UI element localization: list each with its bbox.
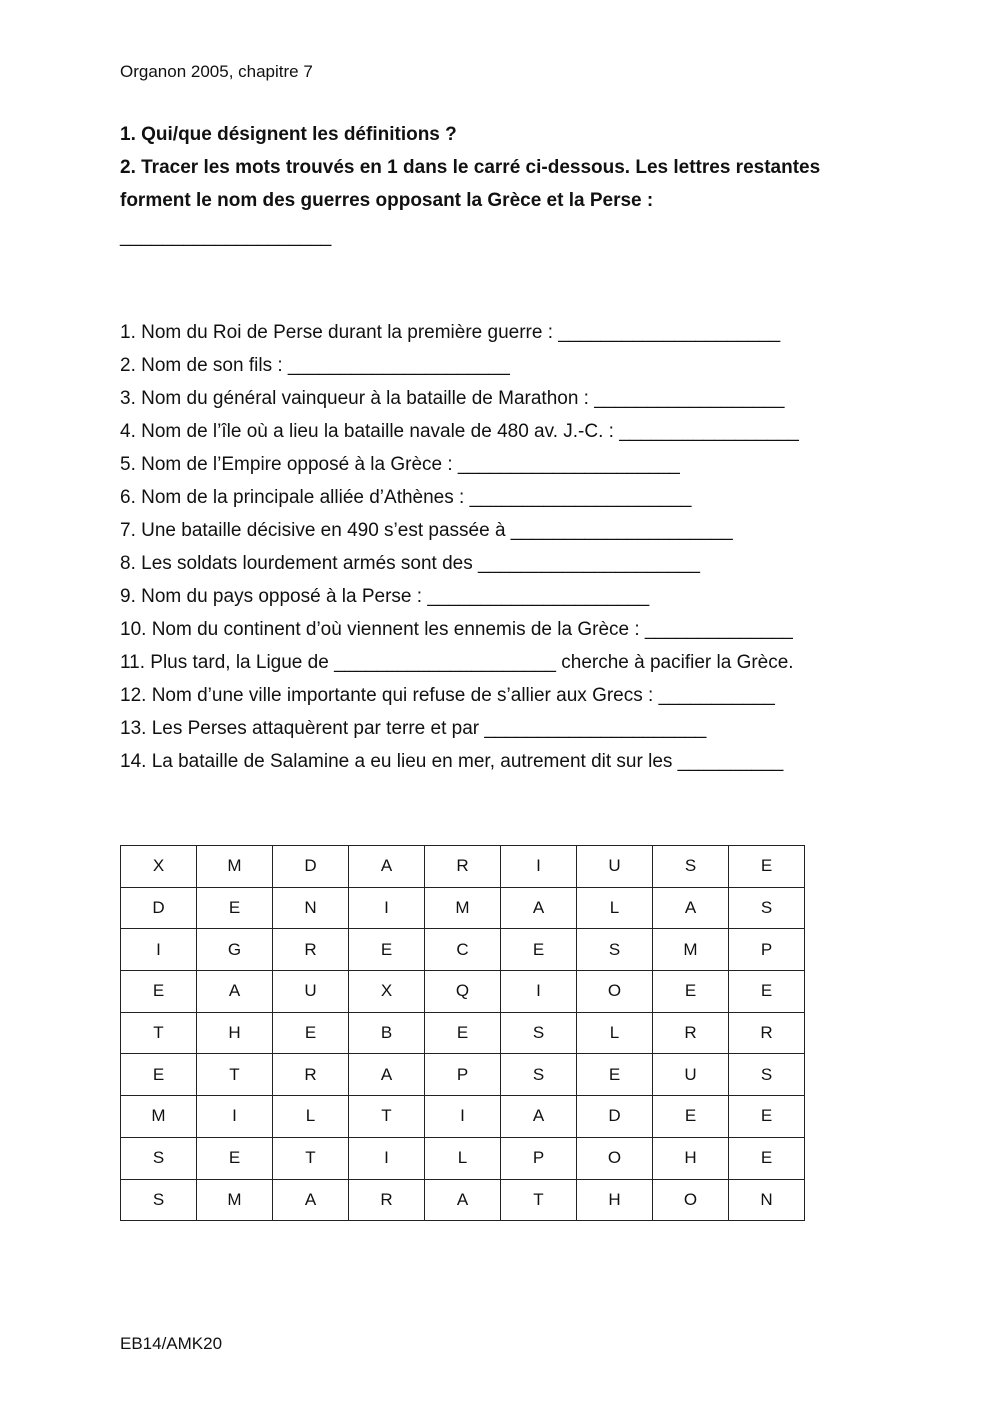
grid-cell: T <box>349 1096 425 1138</box>
instruction-2: 2. Tracer les mots trouvés en 1 dans le carré ci-dessous. Les lettres restantes forment le nom des guerres opposant la Grèce et la Perse : <box>120 157 821 211</box>
grid-cell: I <box>197 1096 273 1138</box>
grid-cell: E <box>197 887 273 929</box>
grid-cell: D <box>273 846 349 888</box>
grid-cell: H <box>197 1012 273 1054</box>
grid-cell: N <box>729 1179 805 1221</box>
question-11: 11. Plus tard, la Ligue de _____________________ cherche à pacifier la Grèce. <box>120 652 794 673</box>
grid-cell: U <box>653 1054 729 1096</box>
grid-cell: M <box>197 846 273 888</box>
grid-cell: U <box>577 846 653 888</box>
grid-cell: L <box>425 1137 501 1179</box>
grid-cell: P <box>425 1054 501 1096</box>
question-5: 5. Nom de l’Empire opposé à la Grèce : _____________________ <box>120 454 680 475</box>
grid-cell: E <box>425 1012 501 1054</box>
grid-cell: S <box>121 1137 197 1179</box>
grid-row <box>121 846 805 888</box>
grid-cell: R <box>273 929 349 971</box>
questions-list <box>120 316 920 778</box>
question-9: 9. Nom du pays opposé à la Perse : _____________________ <box>120 586 650 607</box>
grid-cell: P <box>729 929 805 971</box>
question-10: 10. Nom du continent d’où viennent les ennemis de la Grèce : ______________ <box>120 619 793 640</box>
grid-cell: T <box>273 1137 349 1179</box>
grid-cell: A <box>197 971 273 1013</box>
grid-cell: N <box>273 887 349 929</box>
grid-cell: A <box>273 1179 349 1221</box>
instruction-1: 1. Qui/que désignent les définitions ? <box>120 124 457 145</box>
question-7: 7. Une bataille décisive en 490 s’est passée à _____________________ <box>120 520 733 541</box>
grid-cell: C <box>425 929 501 971</box>
grid-cell: M <box>121 1096 197 1138</box>
question-14: 14. La bataille de Salamine a eu lieu en mer, autrement dit sur les __________ <box>120 751 784 772</box>
instructions <box>120 118 890 217</box>
grid-cell: P <box>501 1137 577 1179</box>
grid-cell: U <box>273 971 349 1013</box>
grid-cell: T <box>121 1012 197 1054</box>
grid-cell: S <box>501 1054 577 1096</box>
grid-cell: E <box>653 971 729 1013</box>
grid-row <box>121 1179 805 1221</box>
grid-cell: S <box>729 1054 805 1096</box>
grid-row <box>121 971 805 1013</box>
question-6: 6. Nom de la principale alliée d’Athènes : _____________________ <box>120 487 692 508</box>
question-12: 12. Nom d’une ville importante qui refuse de s’allier aux Grecs : ___________ <box>120 685 775 706</box>
grid-cell: B <box>349 1012 425 1054</box>
grid-cell: A <box>425 1179 501 1221</box>
grid-cell: I <box>349 887 425 929</box>
grid-cell: E <box>197 1137 273 1179</box>
grid-row <box>121 887 805 929</box>
grid-cell: O <box>653 1179 729 1221</box>
grid-cell: S <box>729 887 805 929</box>
grid-cell: A <box>653 887 729 929</box>
grid-cell: O <box>577 971 653 1013</box>
grid-cell: T <box>197 1054 273 1096</box>
word-search-grid <box>120 845 805 1221</box>
grid-cell: A <box>501 887 577 929</box>
grid-cell: A <box>349 846 425 888</box>
question-1: 1. Nom du Roi de Perse durant la première guerre : _____________________ <box>120 322 781 343</box>
grid-cell: S <box>577 929 653 971</box>
grid-cell: S <box>653 846 729 888</box>
grid-cell: L <box>577 887 653 929</box>
grid-cell: E <box>577 1054 653 1096</box>
grid-cell: M <box>197 1179 273 1221</box>
grid-row <box>121 1012 805 1054</box>
grid-cell: S <box>121 1179 197 1221</box>
grid-cell: X <box>121 846 197 888</box>
grid-row <box>121 929 805 971</box>
grid-cell: R <box>425 846 501 888</box>
grid-cell: H <box>577 1179 653 1221</box>
grid-cell: E <box>729 846 805 888</box>
question-8: 8. Les soldats lourdement armés sont des _____________________ <box>120 553 700 574</box>
document-footer: EB14/AMK20 <box>120 1334 223 1353</box>
grid-cell: E <box>729 1137 805 1179</box>
grid-cell: E <box>273 1012 349 1054</box>
grid-cell: I <box>501 971 577 1013</box>
grid-cell: M <box>653 929 729 971</box>
question-13: 13. Les Perses attaquèrent par terre et par _____________________ <box>120 718 707 739</box>
grid-cell: E <box>121 971 197 1013</box>
grid-row <box>121 1096 805 1138</box>
grid-cell: E <box>501 929 577 971</box>
grid-cell: R <box>349 1179 425 1221</box>
document-header: Organon 2005, chapitre 7 <box>120 62 313 81</box>
grid-cell: A <box>349 1054 425 1096</box>
grid-cell: I <box>425 1096 501 1138</box>
grid-cell: E <box>653 1096 729 1138</box>
grid-cell: A <box>501 1096 577 1138</box>
grid-cell: X <box>349 971 425 1013</box>
grid-cell: H <box>653 1137 729 1179</box>
question-2: 2. Nom de son fils : _____________________ <box>120 355 510 376</box>
grid-cell: M <box>425 887 501 929</box>
grid-cell: L <box>273 1096 349 1138</box>
word-search-grid-body <box>121 846 805 1221</box>
grid-cell: I <box>501 846 577 888</box>
grid-row <box>121 1054 805 1096</box>
grid-cell: L <box>577 1012 653 1054</box>
grid-cell: R <box>273 1054 349 1096</box>
question-4: 4. Nom de l’île où a lieu la bataille navale de 480 av. J.-C. : _________________ <box>120 421 799 442</box>
grid-cell: E <box>349 929 425 971</box>
grid-row <box>121 1137 805 1179</box>
question-3: 3. Nom du général vainqueur à la bataille de Marathon : __________________ <box>120 388 785 409</box>
grid-cell: R <box>653 1012 729 1054</box>
grid-cell: D <box>121 887 197 929</box>
grid-cell: E <box>121 1054 197 1096</box>
answer-line: ____________________ <box>120 226 332 247</box>
grid-cell: S <box>501 1012 577 1054</box>
grid-cell: T <box>501 1179 577 1221</box>
grid-cell: O <box>577 1137 653 1179</box>
grid-cell: I <box>349 1137 425 1179</box>
grid-cell: I <box>121 929 197 971</box>
grid-cell: G <box>197 929 273 971</box>
grid-cell: Q <box>425 971 501 1013</box>
grid-cell: R <box>729 1012 805 1054</box>
grid-cell: E <box>729 1096 805 1138</box>
grid-cell: E <box>729 971 805 1013</box>
grid-cell: D <box>577 1096 653 1138</box>
